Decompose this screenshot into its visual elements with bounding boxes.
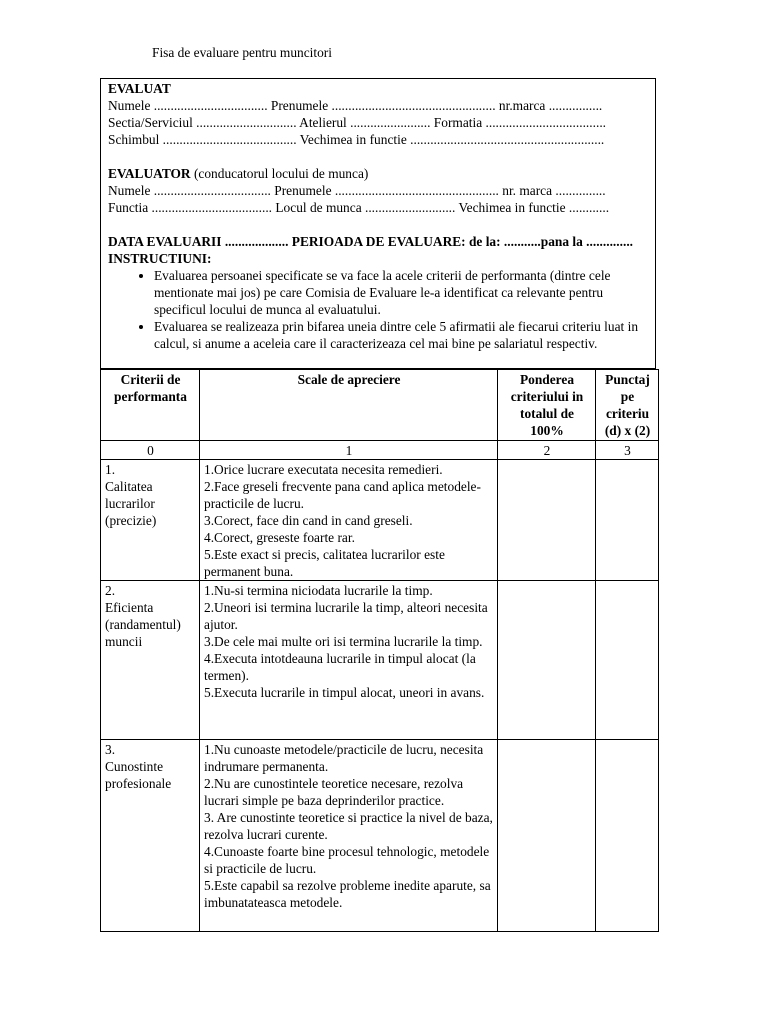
evaluation-date-line: DATA EVALUARII ................... PERIOADA DE EVALUARE: de la: ...........pana la .............. bbox=[108, 234, 634, 249]
header-weight: Ponderea criteriului in totalul de 100% bbox=[498, 370, 596, 441]
criterion-text: 1. bbox=[105, 462, 116, 477]
scale-option: 4.Corect, greseste foarte rar. bbox=[204, 530, 355, 545]
score-cell[interactable] bbox=[596, 581, 659, 740]
scale-option: 4.Cunoaste foarte bine procesul tehnologic, metodele si practicile de lucru. bbox=[204, 844, 490, 876]
table-row bbox=[101, 581, 659, 740]
scale-cell bbox=[200, 740, 498, 932]
header-scale: Scale de apreciere bbox=[200, 370, 498, 441]
table-header-row bbox=[101, 370, 659, 441]
scale-option: 1.Nu-si termina niciodata lucrarile la timp. bbox=[204, 583, 433, 598]
scale-option: 2.Nu are cunostintele teoretice necesare, rezolva lucrari simple pe baza deprinderilor practice. bbox=[204, 776, 464, 808]
scale-option: 1.Orice lucrare executata necesita remedieri. bbox=[204, 462, 443, 477]
score-cell[interactable] bbox=[596, 460, 659, 581]
column-index: 0 bbox=[101, 441, 200, 460]
criterion-text: Calitatea bbox=[105, 479, 153, 494]
criterion-cell bbox=[101, 460, 200, 581]
criterion-text: muncii bbox=[105, 634, 143, 649]
spacer bbox=[108, 148, 648, 165]
evaluator-heading-line bbox=[108, 165, 648, 182]
criterion-text: lucrarilor bbox=[105, 496, 155, 511]
scale-option: 5.Este capabil sa rezolve probleme inedite aparute, sa imbunatateasca metodele. bbox=[204, 878, 491, 910]
criterion-text: Eficienta bbox=[105, 600, 154, 615]
scale-option: 2.Face greseli frecvente pana cand aplica metodele-practicile de lucru. bbox=[204, 479, 481, 511]
instruction-item: • Evaluarea persoanei specificate se va face la acele criterii de performanta (dintre cele mentionate mai jos) pe care Comisia de Evaluare le-a identificat ca relevante pentru specificul locului de munca al evaluatului. bbox=[154, 267, 648, 318]
header-section bbox=[100, 78, 656, 369]
header-score: Punctaj pe criteriu (d) x (2) bbox=[596, 370, 659, 441]
column-index: 2 bbox=[498, 441, 596, 460]
scale-option: 3. Are cunostinte teoretice si practice la nivel de baza, rezolva lucrari curente. bbox=[204, 810, 493, 842]
criterion-text: Cunostinte bbox=[105, 759, 164, 774]
criterion-text: 2. bbox=[105, 583, 116, 598]
table-row bbox=[101, 460, 659, 581]
criterion-cell bbox=[101, 740, 200, 932]
instructions-list bbox=[108, 267, 648, 352]
score-cell[interactable] bbox=[596, 740, 659, 932]
evaluat-heading: EVALUAT bbox=[108, 81, 171, 96]
evaluator-line-2: Functia .................................... Locul de munca ........................... Vechimea in functie ............ bbox=[108, 200, 610, 215]
scale-option: 4.Executa intotdeauna lucrarile in timpul alocat (la termen). bbox=[204, 651, 476, 683]
scale-option: 5.Executa lucrarile in timpul alocat, uneori in avans. bbox=[204, 685, 485, 700]
column-index-row bbox=[101, 441, 659, 460]
instructions-heading: INSTRUCTIUNI: bbox=[108, 251, 212, 266]
evaluator-line-1: Numele ................................... Prenumele ................................................. nr. marca ............... bbox=[108, 183, 606, 198]
scale-cell bbox=[200, 581, 498, 740]
evaluator-heading-note: (conducatorul locului de munca) bbox=[190, 166, 369, 181]
spacer bbox=[108, 216, 648, 233]
evaluator-heading: EVALUATOR bbox=[108, 166, 191, 181]
criterion-text: (randamentul) bbox=[105, 617, 181, 632]
document-title: Fisa de evaluare pentru muncitori bbox=[152, 45, 332, 60]
column-index: 3 bbox=[596, 441, 659, 460]
scale-cell bbox=[200, 460, 498, 581]
criterion-cell bbox=[101, 581, 200, 740]
scale-option: 3.Corect, face din cand in cand greseli. bbox=[204, 513, 413, 528]
criterion-text: (precizie) bbox=[105, 513, 157, 528]
criteria-table bbox=[100, 369, 659, 932]
evaluat-line-1: Numele .................................. Prenumele ................................................. nr.marca ................ bbox=[108, 98, 603, 113]
instruction-item: • Evaluarea se realizeaza prin bifarea uneia dintre cele 5 afirmatii ale fiecarui criteriu luat in calcul, si anume a aceleia care il caracterizeaza cel mai bine pe salariatul respectiv. bbox=[154, 318, 648, 352]
scale-option: 1.Nu cunoaste metodele/practicile de lucru, necesita indrumare permanenta. bbox=[204, 742, 484, 774]
table-row bbox=[101, 740, 659, 932]
criterion-text: profesionale bbox=[105, 776, 172, 791]
scale-option: 5.Este exact si precis, calitatea lucrarilor este permanent buna. bbox=[204, 547, 445, 579]
evaluat-line-3: Schimbul ........................................ Vechimea in functie .......................................................... bbox=[108, 132, 605, 147]
weight-cell[interactable] bbox=[498, 740, 596, 932]
criterion-text: 3. bbox=[105, 742, 116, 757]
scale-option: 3.De cele mai multe ori isi termina lucrarile la timp. bbox=[204, 634, 483, 649]
evaluat-line-2: Sectia/Serviciul .............................. Atelierul ........................ Formatia .................................... bbox=[108, 115, 607, 130]
header-criteria: Criterii de performanta bbox=[101, 370, 200, 441]
weight-cell[interactable] bbox=[498, 581, 596, 740]
scale-option: 2.Uneori isi termina lucrarile la timp, alteori necesita ajutor. bbox=[204, 600, 488, 632]
weight-cell[interactable] bbox=[498, 460, 596, 581]
column-index: 1 bbox=[200, 441, 498, 460]
